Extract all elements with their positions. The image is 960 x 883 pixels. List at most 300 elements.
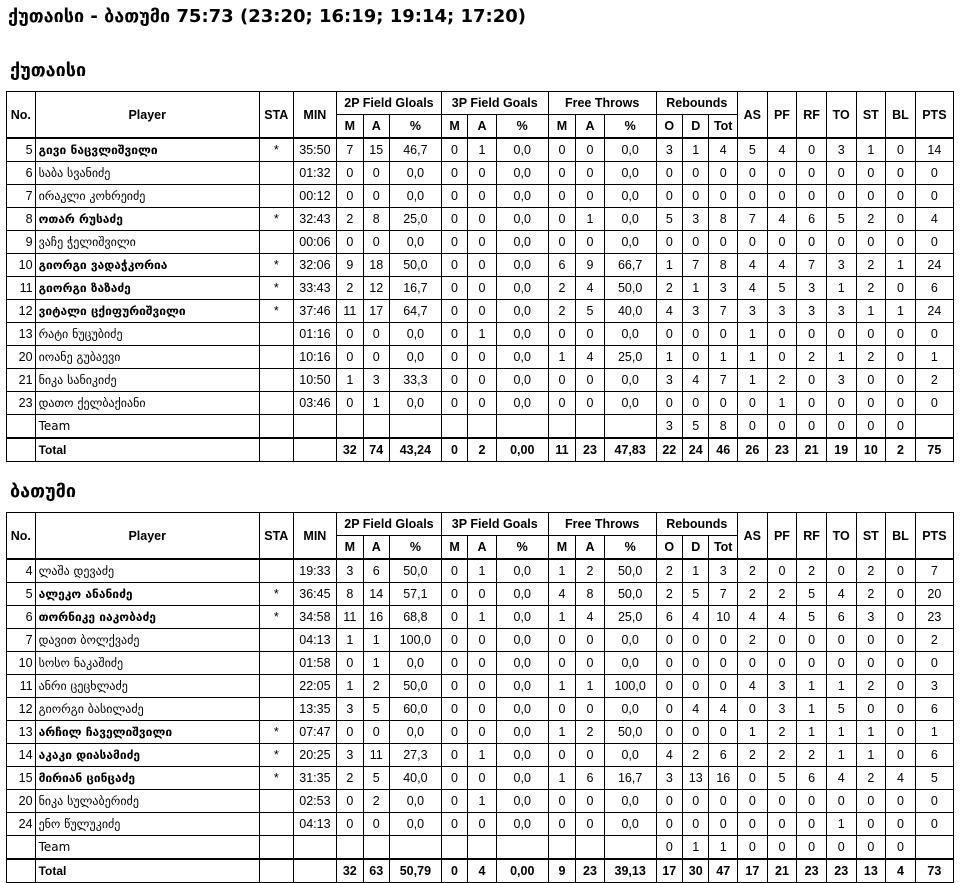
stat-pf: 4	[767, 254, 797, 277]
player-name: გიორგი ვადაჭკორია	[35, 254, 259, 277]
stat-fg3m: 0	[441, 346, 467, 369]
stat-fg3m: 0	[441, 323, 467, 346]
stat-fta: 0	[576, 138, 605, 162]
stat-rd: 3	[683, 208, 709, 231]
stat-fg2a: 0	[363, 721, 389, 744]
stat-pts: 20	[915, 583, 953, 606]
starter-mark	[259, 231, 293, 254]
stat-fg2a: 1	[363, 629, 389, 652]
stat-pts: 0	[915, 392, 953, 415]
col-subheader-o: O	[656, 115, 682, 139]
player-row	[7, 231, 954, 254]
stat-rf: 0	[797, 185, 827, 208]
stat-rt: 4	[709, 138, 738, 162]
total-bl: 4	[886, 859, 916, 883]
player-name: ანრი ცეცხლაძე	[35, 675, 259, 698]
team-stat-rd: 1	[683, 836, 709, 860]
stat-fg3m: 0	[441, 162, 467, 185]
empty-cell	[915, 415, 953, 439]
total-as: 17	[738, 859, 768, 883]
stat-fg3a: 0	[468, 675, 497, 698]
stat-to: 0	[826, 790, 856, 813]
stat-fg3a: 0	[468, 231, 497, 254]
stat-bl: 0	[886, 323, 916, 346]
stat-fta: 4	[576, 346, 605, 369]
team-stat-pf: 0	[767, 836, 797, 860]
stat-st: 2	[856, 346, 886, 369]
stat-ftp: 25,0	[604, 346, 656, 369]
empty-cell	[441, 415, 467, 439]
total-fg3p: 0,00	[496, 438, 548, 462]
stat-ftm: 1	[548, 721, 576, 744]
total-rd: 30	[683, 859, 709, 883]
player-name: ნიკა სულაბერიძე	[35, 790, 259, 813]
stat-fg3a: 0	[468, 208, 497, 231]
stat-bl: 0	[886, 185, 916, 208]
stat-ftp: 0,0	[604, 698, 656, 721]
stat-as: 1	[738, 721, 768, 744]
stat-ftm: 0	[548, 392, 576, 415]
col-subheader-d: D	[683, 115, 709, 139]
player-name: თორნიკე იაკობაძე	[35, 606, 259, 629]
stat-pf: 0	[767, 813, 797, 836]
minutes: 37:46	[293, 300, 336, 323]
stat-fg2p: 0,0	[389, 652, 441, 675]
empty-cell	[7, 438, 36, 462]
player-row	[7, 652, 954, 675]
stat-rd: 1	[683, 138, 709, 162]
stat-bl: 0	[886, 698, 916, 721]
stat-ro: 0	[656, 392, 682, 415]
stat-bl: 0	[886, 231, 916, 254]
stat-fg2a: 2	[363, 675, 389, 698]
team-stat-to: 0	[826, 836, 856, 860]
stat-fg2p: 16,7	[389, 277, 441, 300]
minutes: 31:35	[293, 767, 336, 790]
stat-bl: 0	[886, 813, 916, 836]
total-pf: 21	[767, 859, 797, 883]
col-header-bl: BL	[886, 92, 916, 139]
empty-cell	[389, 836, 441, 860]
stat-fg2a: 2	[363, 790, 389, 813]
stat-fta: 0	[576, 369, 605, 392]
stat-fg2a: 0	[363, 231, 389, 254]
stat-st: 0	[856, 323, 886, 346]
stat-st: 0	[856, 231, 886, 254]
player-number: 10	[7, 652, 36, 675]
player-name: იოანე გუბაევი	[35, 346, 259, 369]
stat-pf: 0	[767, 162, 797, 185]
stat-ftm: 0	[548, 185, 576, 208]
col-header-st: ST	[856, 513, 886, 560]
stat-fg3m: 0	[441, 652, 467, 675]
player-number: 4	[7, 559, 36, 583]
player-name: ალეკო ანანიძე	[35, 583, 259, 606]
stat-as: 0	[738, 790, 768, 813]
stat-rd: 0	[683, 675, 709, 698]
stat-to: 1	[826, 675, 856, 698]
player-row	[7, 277, 954, 300]
stat-pts: 2	[915, 369, 953, 392]
stat-fg2m: 9	[337, 254, 363, 277]
empty-cell	[548, 836, 576, 860]
player-number: 11	[7, 277, 36, 300]
empty-cell	[576, 836, 605, 860]
stat-st: 3	[856, 606, 886, 629]
col-subheader-a: A	[468, 115, 497, 139]
stat-fg2p: 40,0	[389, 767, 441, 790]
col-subheader-tot: Tot	[709, 536, 738, 560]
stat-rf: 0	[797, 652, 827, 675]
starter-mark: *	[259, 300, 293, 323]
minutes: 10:50	[293, 369, 336, 392]
stat-ftm: 1	[548, 675, 576, 698]
stat-ftm: 0	[548, 813, 576, 836]
stat-rf: 0	[797, 231, 827, 254]
total-ftp: 39,13	[604, 859, 656, 883]
stat-fg2m: 0	[337, 346, 363, 369]
stat-ftm: 0	[548, 208, 576, 231]
stat-to: 1	[826, 813, 856, 836]
stat-pf: 0	[767, 790, 797, 813]
total-rt: 46	[709, 438, 738, 462]
player-number: 9	[7, 231, 36, 254]
stat-pf: 2	[767, 721, 797, 744]
stat-fg2m: 2	[337, 767, 363, 790]
stat-bl: 0	[886, 208, 916, 231]
stat-pf: 0	[767, 652, 797, 675]
stat-rf: 2	[797, 346, 827, 369]
stat-rt: 3	[709, 559, 738, 583]
stat-st: 0	[856, 369, 886, 392]
stat-pf: 4	[767, 606, 797, 629]
stat-fg2a: 12	[363, 277, 389, 300]
col-header-3p: 3P Field Goals	[441, 513, 548, 536]
stat-fg3p: 0,0	[496, 606, 548, 629]
stat-rf: 0	[797, 138, 827, 162]
stat-fg2a: 6	[363, 559, 389, 583]
stat-fg2m: 0	[337, 231, 363, 254]
stat-pf: 3	[767, 675, 797, 698]
player-name: არჩილ ჩაველიშვილი	[35, 721, 259, 744]
stat-fg2p: 0,0	[389, 185, 441, 208]
stat-fta: 9	[576, 254, 605, 277]
minutes: 01:32	[293, 162, 336, 185]
stat-fg2p: 33,3	[389, 369, 441, 392]
total-pts: 75	[915, 438, 953, 462]
minutes: 00:06	[293, 231, 336, 254]
minutes: 04:13	[293, 629, 336, 652]
stat-fg3m: 0	[441, 813, 467, 836]
stat-as: 1	[738, 369, 768, 392]
stat-fg3a: 0	[468, 767, 497, 790]
stat-pf: 0	[767, 629, 797, 652]
stat-fg3p: 0,0	[496, 767, 548, 790]
stat-rf: 3	[797, 300, 827, 323]
stat-pts: 1	[915, 721, 953, 744]
stat-as: 4	[738, 675, 768, 698]
empty-cell	[496, 836, 548, 860]
stat-pts: 0	[915, 185, 953, 208]
stat-fg3a: 0	[468, 185, 497, 208]
minutes: 01:16	[293, 323, 336, 346]
stat-ftp: 50,0	[604, 583, 656, 606]
stat-rd: 13	[683, 767, 709, 790]
stat-bl: 1	[886, 254, 916, 277]
total-ftm: 11	[548, 438, 576, 462]
stat-as: 3	[738, 300, 768, 323]
empty-cell	[496, 415, 548, 439]
stat-pf: 4	[767, 138, 797, 162]
starter-mark: *	[259, 208, 293, 231]
col-header-2p: 2P Field Gloals	[337, 92, 442, 115]
stat-as: 0	[738, 698, 768, 721]
stat-ftp: 0,0	[604, 369, 656, 392]
stat-pts: 7	[915, 559, 953, 583]
stat-pf: 4	[767, 208, 797, 231]
stat-st: 0	[856, 698, 886, 721]
stat-fg2m: 0	[337, 162, 363, 185]
stat-as: 4	[738, 277, 768, 300]
total-rf: 23	[797, 859, 827, 883]
player-name: ვიტალი ცქიფურიშვილი	[35, 300, 259, 323]
stat-st: 0	[856, 629, 886, 652]
stat-to: 5	[826, 698, 856, 721]
stat-fg2a: 16	[363, 606, 389, 629]
player-row	[7, 767, 954, 790]
stat-to: 0	[826, 323, 856, 346]
stat-fg2p: 46,7	[389, 138, 441, 162]
stat-fg2p: 100,0	[389, 629, 441, 652]
stat-ftm: 1	[548, 559, 576, 583]
stat-fta: 0	[576, 392, 605, 415]
stat-fg2m: 0	[337, 652, 363, 675]
stat-to: 0	[826, 392, 856, 415]
stat-to: 3	[826, 138, 856, 162]
stat-ftm: 1	[548, 767, 576, 790]
total-fg2m: 32	[337, 438, 363, 462]
stat-fg3m: 0	[441, 231, 467, 254]
stat-rt: 7	[709, 583, 738, 606]
stat-ftp: 0,0	[604, 744, 656, 767]
col-header-rebounds: Rebounds	[656, 92, 737, 115]
stat-ro: 0	[656, 231, 682, 254]
col-header-player: Player	[35, 92, 259, 139]
stat-as: 4	[738, 254, 768, 277]
stat-pf: 0	[767, 185, 797, 208]
starter-mark	[259, 346, 293, 369]
col-subheader-percent: %	[496, 115, 548, 139]
player-number: 20	[7, 346, 36, 369]
stat-fta: 1	[576, 675, 605, 698]
stat-fg2m: 1	[337, 629, 363, 652]
stat-fg2a: 17	[363, 300, 389, 323]
stat-pts: 6	[915, 744, 953, 767]
stat-fg2p: 0,0	[389, 231, 441, 254]
total-fg2a: 63	[363, 859, 389, 883]
stat-pts: 24	[915, 300, 953, 323]
stat-fg2m: 0	[337, 790, 363, 813]
stat-ro: 1	[656, 254, 682, 277]
stat-rd: 0	[683, 790, 709, 813]
stat-pts: 14	[915, 138, 953, 162]
stat-bl: 0	[886, 652, 916, 675]
minutes: 04:13	[293, 813, 336, 836]
minutes: 19:33	[293, 559, 336, 583]
stat-ftp: 0,0	[604, 138, 656, 162]
total-fg2p: 43,24	[389, 438, 441, 462]
total-fg3a: 2	[468, 438, 497, 462]
stat-fta: 4	[576, 606, 605, 629]
stat-fta: 0	[576, 629, 605, 652]
stat-bl: 0	[886, 675, 916, 698]
team-stat-ro: 0	[656, 836, 682, 860]
stat-st: 2	[856, 583, 886, 606]
stat-to: 0	[826, 185, 856, 208]
team-label: Team	[35, 836, 259, 860]
starter-mark	[259, 652, 293, 675]
stat-bl: 0	[886, 629, 916, 652]
total-row	[7, 438, 954, 462]
stat-fta: 2	[576, 559, 605, 583]
stat-fg2a: 0	[363, 162, 389, 185]
team-stat-rf: 0	[797, 415, 827, 439]
stat-fg3a: 0	[468, 392, 497, 415]
col-header-ft: Free Throws	[548, 513, 656, 536]
total-fg2p: 50,79	[389, 859, 441, 883]
stat-rf: 0	[797, 162, 827, 185]
stat-pts: 0	[915, 323, 953, 346]
empty-cell	[363, 415, 389, 439]
player-number: 20	[7, 790, 36, 813]
stat-ftp: 0,0	[604, 208, 656, 231]
stat-st: 2	[856, 559, 886, 583]
total-fta: 23	[576, 438, 605, 462]
stat-fg2p: 27,3	[389, 744, 441, 767]
stat-pf: 0	[767, 323, 797, 346]
stat-rd: 0	[683, 231, 709, 254]
stat-fg3a: 0	[468, 652, 497, 675]
player-name: დათო ქელბაქიანი	[35, 392, 259, 415]
col-header-player: Player	[35, 513, 259, 560]
col-subheader-a: A	[363, 536, 389, 560]
stat-fg3a: 0	[468, 583, 497, 606]
stat-fta: 1	[576, 208, 605, 231]
stat-fg3a: 1	[468, 559, 497, 583]
stat-fg3p: 0,0	[496, 369, 548, 392]
starter-mark: *	[259, 254, 293, 277]
col-header-sta: STA	[259, 92, 293, 139]
starter-mark	[259, 629, 293, 652]
stat-bl: 0	[886, 138, 916, 162]
stat-ro: 1	[656, 346, 682, 369]
stat-fg3m: 0	[441, 138, 467, 162]
player-row	[7, 369, 954, 392]
stat-rt: 0	[709, 652, 738, 675]
stat-fg3m: 0	[441, 606, 467, 629]
stat-fg2p: 0,0	[389, 721, 441, 744]
stat-fta: 0	[576, 231, 605, 254]
stat-fg2p: 0,0	[389, 392, 441, 415]
stat-ftp: 66,7	[604, 254, 656, 277]
stat-fg3p: 0,0	[496, 652, 548, 675]
stat-bl: 0	[886, 369, 916, 392]
stat-rf: 1	[797, 721, 827, 744]
stat-as: 0	[738, 162, 768, 185]
stat-ftm: 0	[548, 744, 576, 767]
stat-fg3a: 0	[468, 346, 497, 369]
stat-fg3m: 0	[441, 767, 467, 790]
stat-fg3m: 0	[441, 675, 467, 698]
player-row	[7, 583, 954, 606]
col-header-sta: STA	[259, 513, 293, 560]
empty-cell	[604, 836, 656, 860]
starter-mark	[259, 162, 293, 185]
stat-fta: 0	[576, 323, 605, 346]
stat-fg3m: 0	[441, 300, 467, 323]
stat-to: 1	[826, 744, 856, 767]
stat-fg2p: 25,0	[389, 208, 441, 231]
player-number: 24	[7, 813, 36, 836]
stat-fg3p: 0,0	[496, 277, 548, 300]
stat-fta: 0	[576, 813, 605, 836]
stat-to: 5	[826, 208, 856, 231]
col-subheader-m: M	[548, 115, 576, 139]
col-header-bl: BL	[886, 513, 916, 560]
player-number: 8	[7, 208, 36, 231]
stat-pf: 5	[767, 277, 797, 300]
stat-as: 0	[738, 767, 768, 790]
total-fg3a: 4	[468, 859, 497, 883]
header-row	[7, 513, 954, 536]
stat-pts: 4	[915, 208, 953, 231]
empty-cell	[337, 836, 363, 860]
stat-rt: 7	[709, 369, 738, 392]
team-label: Team	[35, 415, 259, 439]
stat-fg3a: 1	[468, 606, 497, 629]
stat-ro: 0	[656, 790, 682, 813]
stat-rt: 0	[709, 231, 738, 254]
stat-to: 3	[826, 300, 856, 323]
total-label: Total	[35, 438, 259, 462]
stat-fg3m: 0	[441, 559, 467, 583]
stat-fg2a: 15	[363, 138, 389, 162]
player-number: 13	[7, 323, 36, 346]
col-header-no: No.	[7, 92, 36, 139]
player-row	[7, 392, 954, 415]
stat-fg3a: 1	[468, 323, 497, 346]
stat-fg2m: 0	[337, 721, 363, 744]
stat-ftm: 0	[548, 698, 576, 721]
col-header-rebounds: Rebounds	[656, 513, 737, 536]
stat-fg3a: 0	[468, 300, 497, 323]
stat-ro: 2	[656, 277, 682, 300]
team-stat-rf: 0	[797, 836, 827, 860]
total-pts: 73	[915, 859, 953, 883]
stat-ftp: 0,0	[604, 392, 656, 415]
empty-cell	[389, 415, 441, 439]
player-row	[7, 346, 954, 369]
empty-cell	[468, 415, 497, 439]
player-number: 5	[7, 583, 36, 606]
total-fg3m: 0	[441, 859, 467, 883]
stat-fg2m: 1	[337, 675, 363, 698]
stat-fg3a: 0	[468, 254, 497, 277]
stat-fg3p: 0,0	[496, 392, 548, 415]
stat-ro: 6	[656, 606, 682, 629]
stat-as: 0	[738, 231, 768, 254]
col-header-pts: PTS	[915, 513, 953, 560]
